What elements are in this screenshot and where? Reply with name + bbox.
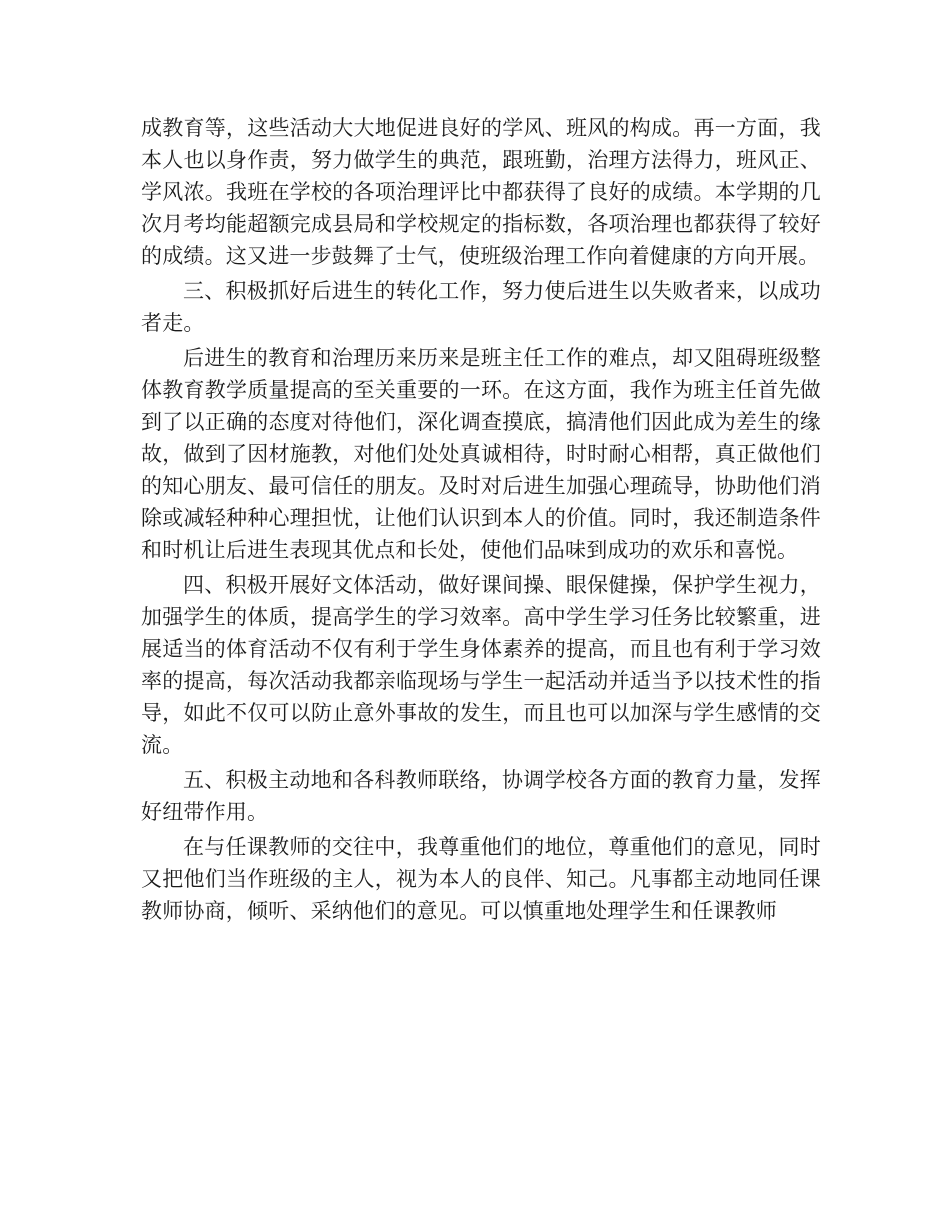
paragraph-1: 成教育等，这些活动大大地促进良好的学风、班风的构成。再一方面，我本人也以身作责，努力做学生的典范，跟班勤，治理方法得力，班风正、学风浓。我班在学校的各项治理评比中都获得了良好的成绩。本学期的几次月考均能超额完成县局和学校规定的指标数，各项治理也都获得了较好的成绩。这又进一步鼓舞了士气，使班级治理工作向着健康的方向开展。 bbox=[141, 116, 821, 268]
paragraph-5-heading: 五、积极主动地和各科教师联络，协调学校各方面的教育力量，发挥好纽带作用。 bbox=[141, 768, 821, 824]
body-text bbox=[141, 112, 821, 930]
paragraph-3: 后进生的教育和治理历来历来是班主任工作的难点，却又阻碍班级整体教育教学质量提高的至关重要的一环。在这方面，我作为班主任首先做到了以正确的态度对待他们，深化调查摸底，搞清他们因此成为差生的缘故，做到了因材施教，对他们处处真诚相待，时时耐心相帮，真正做他们的知心朋友、最可信任的朋友。及时对后进生加强心理疏导，协助他们消除或减轻种种心理担忧，让他们认识到本人的价值。同时，我还制造条件和时机让后进生表现其优点和长处，使他们品味到成功的欢乐和喜悦。 bbox=[141, 346, 821, 562]
paragraph-4-heading: 四、积极开展好文体活动，做好课间操、眼保健操，保护学生视力，加强学生的体质，提高学生的学习效率。高中学生学习任务比较繁重，进展适当的体育活动不仅有利于学生身体素养的提高，而且也有利于学习效率的提高，每次活动我都亲临现场与学生一起活动并适当予以技术性的指导，如此不仅可以防止意外事故的发生，而且也可以加深与学生感情的交流。 bbox=[141, 573, 821, 757]
paragraph-6: 在与任课教师的交往中，我尊重他们的地位，尊重他们的意见，同时又把他们当作班级的主人，视为本人的良伴、知己。凡事都主动地同任课教师协商，倾听、采纳他们的意见。可以慎重地处理学生和任课教师 bbox=[141, 835, 821, 923]
paragraph-2-heading: 三、积极抓好后进生的转化工作，努力使后进生以失败者来，以成功者走。 bbox=[141, 279, 821, 335]
